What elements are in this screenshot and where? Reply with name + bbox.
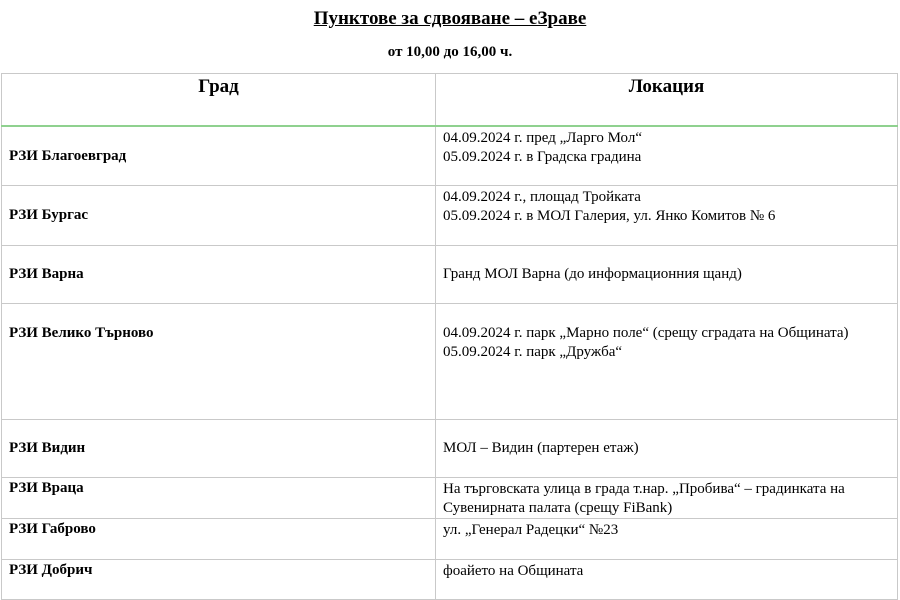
location-line: МОЛ – Видин (партерен етаж): [443, 440, 639, 456]
page-title: Пунктове за сдвояване – еЗраве: [313, 8, 587, 29]
location-line: На търговската улица в града т.нар. „Пробива“ – градинката на Сувенирната палата (срещу FiBank): [443, 481, 845, 516]
city-cell: РЗИ Благоевград: [2, 126, 436, 186]
location-cell: [436, 246, 898, 304]
location-cell: [436, 478, 898, 519]
city-cell: РЗИ Видин: [2, 420, 436, 478]
location-cell: [436, 560, 898, 600]
city-cell: РЗИ Велико Търново: [2, 304, 436, 420]
location-cell: [436, 186, 898, 246]
location-cell: [436, 304, 898, 420]
location-cell: [436, 420, 898, 478]
location-line: 04.09.2024 г. парк „Марно поле“ (срещу сградата на Общината): [443, 325, 849, 341]
location-line: Гранд МОЛ Варна (до информационния щанд): [443, 266, 742, 282]
table-row: [2, 560, 898, 600]
city-cell: РЗИ Габрово: [2, 519, 436, 560]
table-row: [2, 519, 898, 560]
table-row: [2, 246, 898, 304]
location-line: 05.09.2024 г. парк „Дружба“: [443, 344, 623, 360]
table-row: [2, 304, 898, 420]
location-cell: [436, 126, 898, 186]
location-line: 04.09.2024 г. пред „Ларго Мол“: [443, 130, 643, 146]
column-header-city: Град: [2, 74, 436, 127]
table-row: [2, 478, 898, 519]
location-line: ул. „Генерал Радецки“ №23: [443, 522, 619, 538]
location-line: фоайето на Общината: [443, 563, 584, 579]
column-header-location: Локация: [436, 74, 898, 127]
table-header-row: [2, 74, 898, 127]
locations-table: [1, 73, 898, 600]
city-cell: РЗИ Бургас: [2, 186, 436, 246]
table-row: [2, 420, 898, 478]
city-cell: РЗИ Враца: [2, 478, 436, 519]
city-cell: РЗИ Добрич: [2, 560, 436, 600]
location-line: 05.09.2024 г. в Градска градина: [443, 149, 642, 165]
location-line: 05.09.2024 г. в МОЛ Галерия, ул. Янко Комитов № 6: [443, 208, 776, 224]
city-cell: РЗИ Варна: [2, 246, 436, 304]
table-row: [2, 186, 898, 246]
location-cell: [436, 519, 898, 560]
table-row: [2, 126, 898, 186]
location-line: 04.09.2024 г., площад Тройката: [443, 189, 641, 205]
page-subtitle: от 10,00 до 16,00 ч.: [387, 44, 513, 60]
